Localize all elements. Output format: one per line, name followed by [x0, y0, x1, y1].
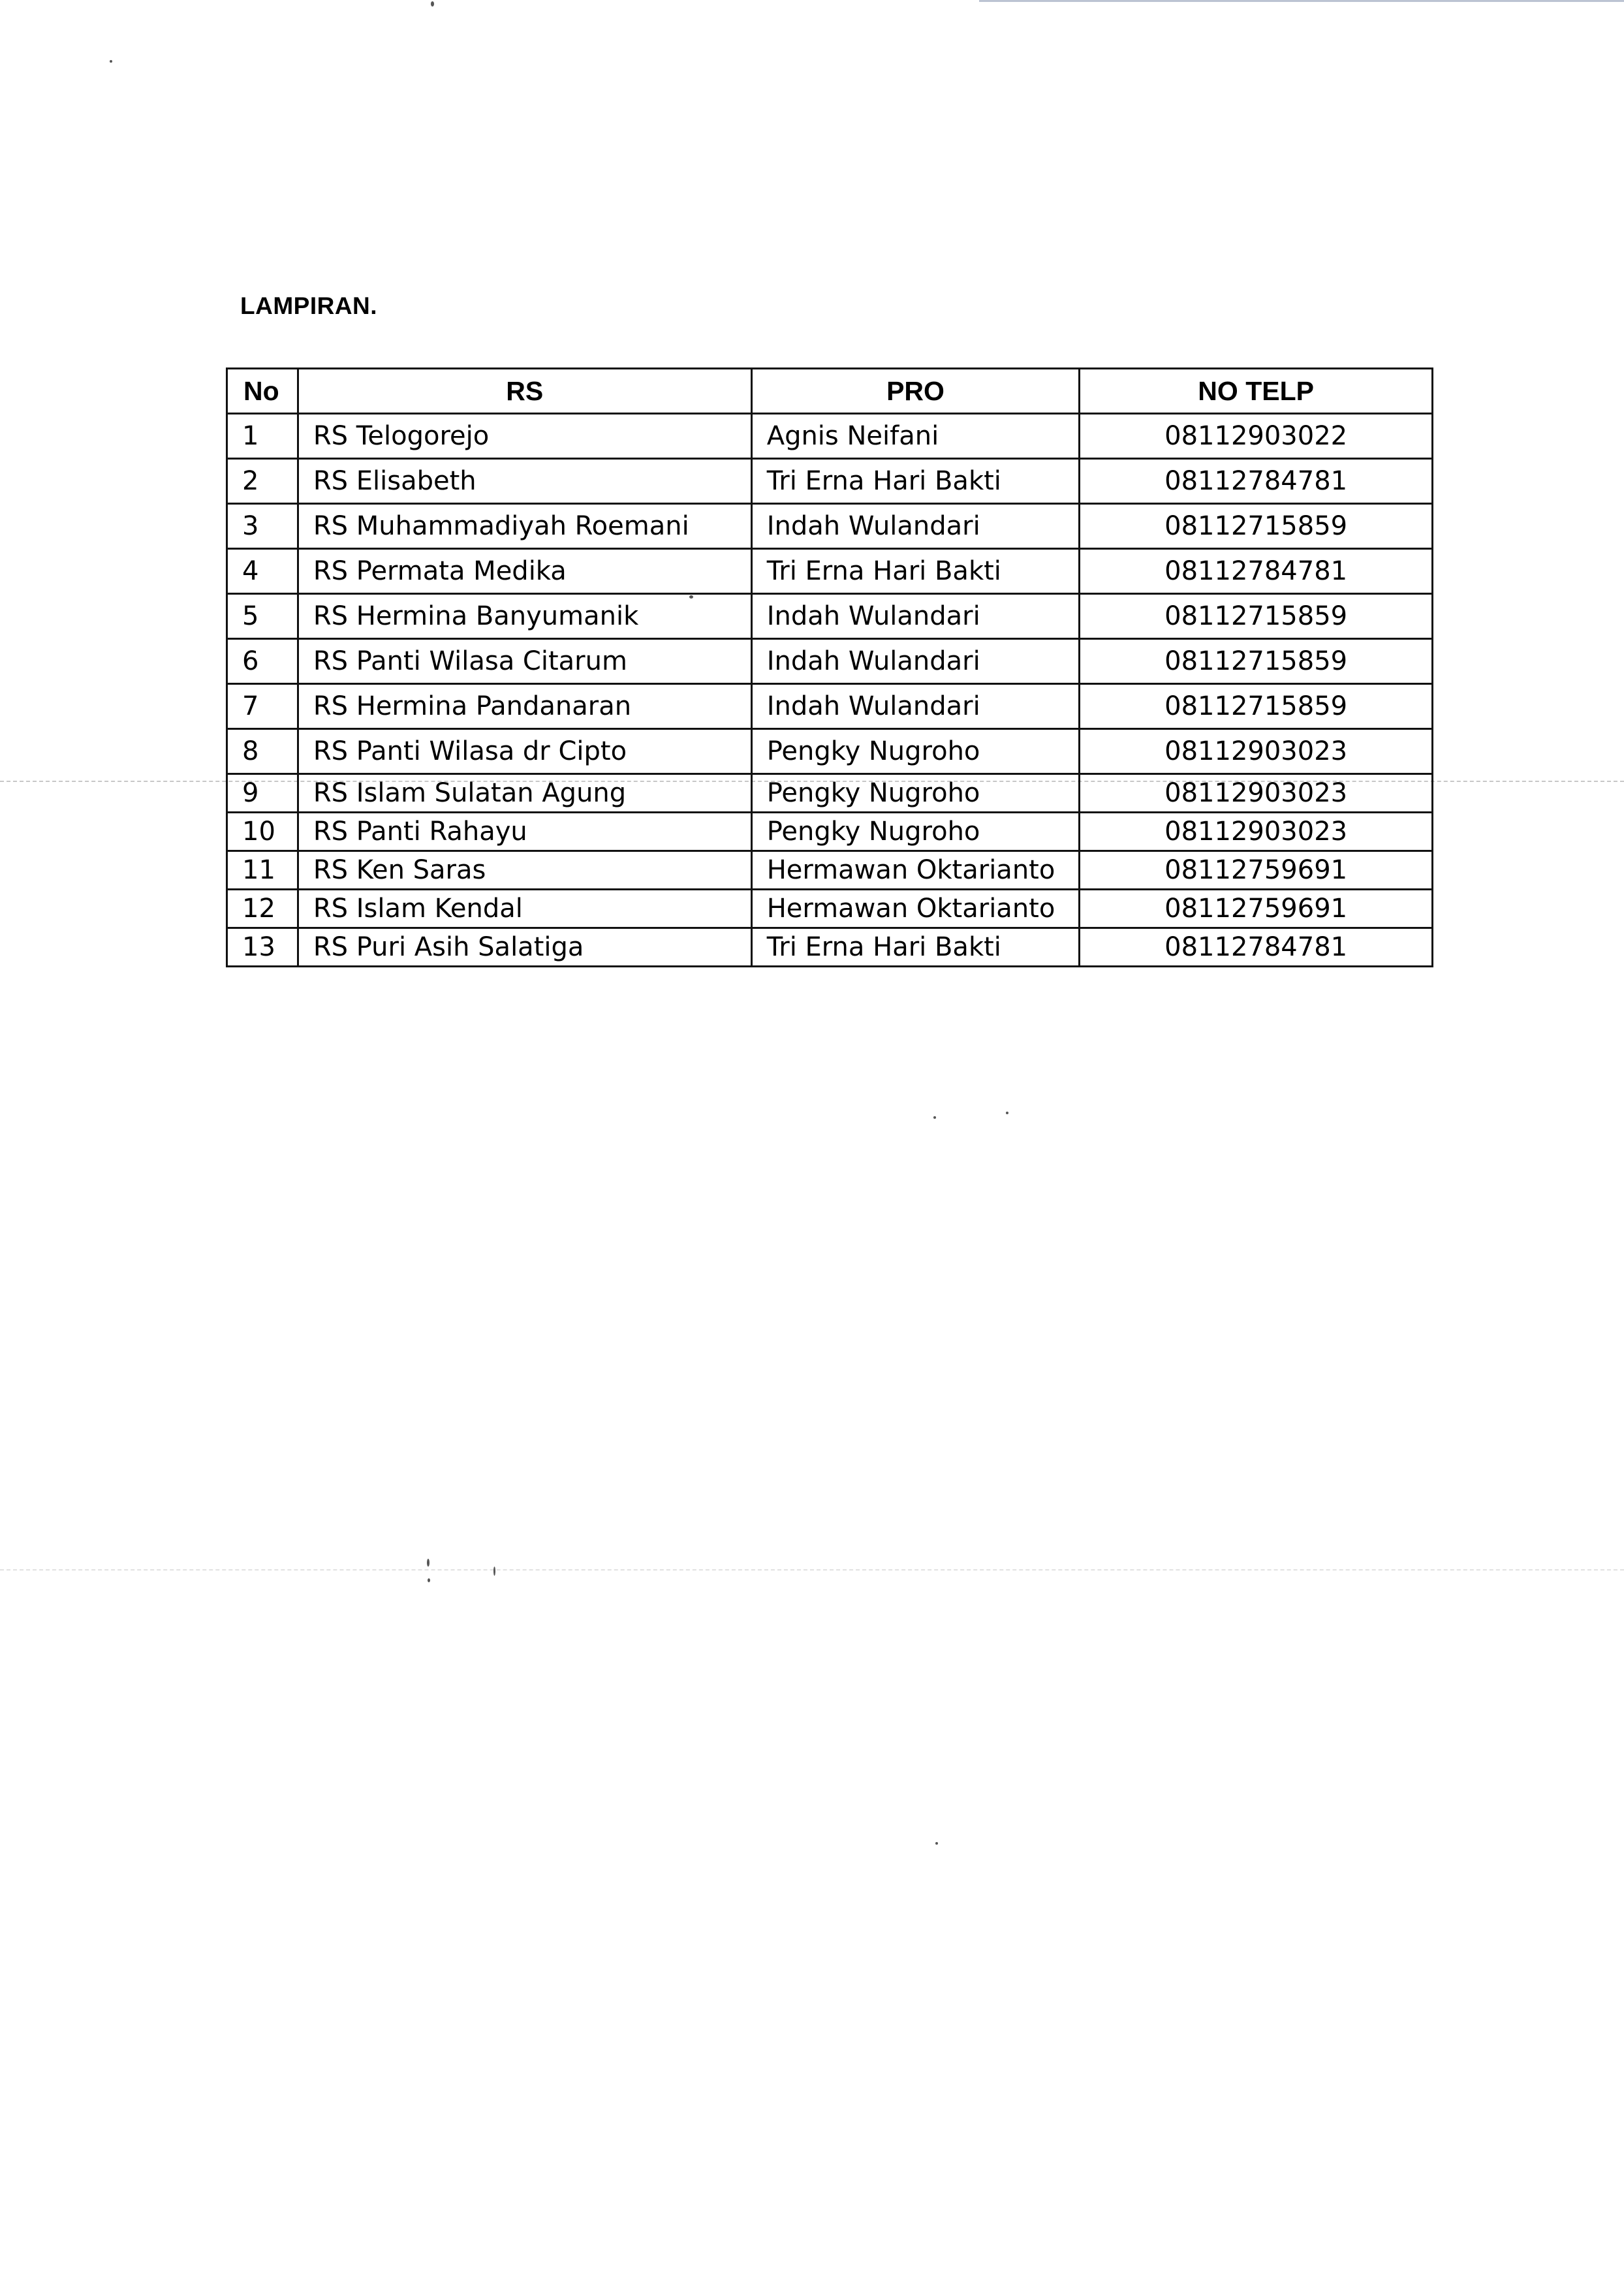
cell-no: 7 — [227, 684, 298, 729]
cell-rs: RS Elisabeth — [298, 459, 751, 504]
table-row — [227, 813, 1433, 851]
cell-telp: 08112715859 — [1080, 684, 1433, 729]
cell-pro: Hermawan Oktarianto — [751, 851, 1080, 890]
table-row — [227, 684, 1433, 729]
cell-pro: Hermawan Oktarianto — [751, 890, 1080, 928]
table-row — [227, 594, 1433, 639]
cell-no: 10 — [227, 813, 298, 851]
scan-speck — [933, 1116, 936, 1119]
cell-no: 2 — [227, 459, 298, 504]
scan-edge-artifact — [979, 0, 1624, 2]
cell-telp: 08112759691 — [1080, 851, 1433, 890]
cell-pro: Pengky Nugroho — [751, 729, 1080, 774]
cell-telp: 08112715859 — [1080, 594, 1433, 639]
cell-telp: 08112903022 — [1080, 414, 1433, 459]
cell-no: 11 — [227, 851, 298, 890]
cell-rs: RS Panti Wilasa Citarum — [298, 639, 751, 684]
cell-no: 8 — [227, 729, 298, 774]
table-row — [227, 851, 1433, 890]
cell-telp: 08112903023 — [1080, 729, 1433, 774]
scan-speck — [428, 1578, 430, 1582]
table-row — [227, 549, 1433, 594]
cell-pro: Indah Wulandari — [751, 639, 1080, 684]
cell-rs: RS Islam Sulatan Agung — [298, 774, 751, 813]
cell-rs: RS Telogorejo — [298, 414, 751, 459]
cell-rs: RS Hermina Pandanaran — [298, 684, 751, 729]
cell-no: 12 — [227, 890, 298, 928]
cell-pro: Indah Wulandari — [751, 594, 1080, 639]
cell-telp: 08112903023 — [1080, 813, 1433, 851]
cell-telp: 08112784781 — [1080, 549, 1433, 594]
cell-rs: RS Islam Kendal — [298, 890, 751, 928]
cell-pro: Tri Erna Hari Bakti — [751, 549, 1080, 594]
scan-speck — [935, 1842, 938, 1845]
cell-rs: RS Muhammadiyah Roemani — [298, 504, 751, 549]
cell-rs: RS Panti Wilasa dr Cipto — [298, 729, 751, 774]
cell-pro: Tri Erna Hari Bakti — [751, 928, 1080, 967]
cell-rs: RS Permata Medika — [298, 549, 751, 594]
cell-no: 1 — [227, 414, 298, 459]
header-telp: NO TELP — [1080, 369, 1433, 414]
cell-pro: Pengky Nugroho — [751, 774, 1080, 813]
table-row — [227, 414, 1433, 459]
header-pro: PRO — [751, 369, 1080, 414]
cell-no: 5 — [227, 594, 298, 639]
table-row — [227, 928, 1433, 967]
table-row — [227, 890, 1433, 928]
table-row — [227, 504, 1433, 549]
hospital-contact-table — [226, 367, 1433, 967]
scan-speck — [493, 1567, 495, 1576]
scan-speck — [427, 1559, 429, 1567]
cell-no: 6 — [227, 639, 298, 684]
cell-pro: Agnis Neifani — [751, 414, 1080, 459]
cell-rs: RS Puri Asih Salatiga — [298, 928, 751, 967]
scan-speck — [1006, 1112, 1008, 1114]
document-title: LAMPIRAN. — [240, 292, 378, 319]
cell-pro: Indah Wulandari — [751, 504, 1080, 549]
cell-no: 4 — [227, 549, 298, 594]
cell-telp: 08112784781 — [1080, 459, 1433, 504]
header-rs: RS — [298, 369, 751, 414]
cell-telp: 08112903023 — [1080, 774, 1433, 813]
cell-no: 13 — [227, 928, 298, 967]
cell-rs: RS Ken Saras — [298, 851, 751, 890]
header-no: No — [227, 369, 298, 414]
cell-no: 3 — [227, 504, 298, 549]
cell-pro: Tri Erna Hari Bakti — [751, 459, 1080, 504]
cell-pro: Pengky Nugroho — [751, 813, 1080, 851]
table-header-row — [227, 369, 1433, 414]
cell-telp: 08112715859 — [1080, 639, 1433, 684]
cell-telp: 08112784781 — [1080, 928, 1433, 967]
table-row — [227, 774, 1433, 813]
table-row — [227, 459, 1433, 504]
table-row — [227, 639, 1433, 684]
cell-no: 9 — [227, 774, 298, 813]
cell-telp: 08112759691 — [1080, 890, 1433, 928]
cell-rs: RS Hermina Banyumanik — [298, 594, 751, 639]
table-row — [227, 729, 1433, 774]
cell-pro: Indah Wulandari — [751, 684, 1080, 729]
scan-speck — [431, 1, 434, 7]
fold-line — [0, 1569, 1624, 1571]
cell-rs: RS Panti Rahayu — [298, 813, 751, 851]
cell-telp: 08112715859 — [1080, 504, 1433, 549]
scan-speck — [110, 60, 112, 63]
